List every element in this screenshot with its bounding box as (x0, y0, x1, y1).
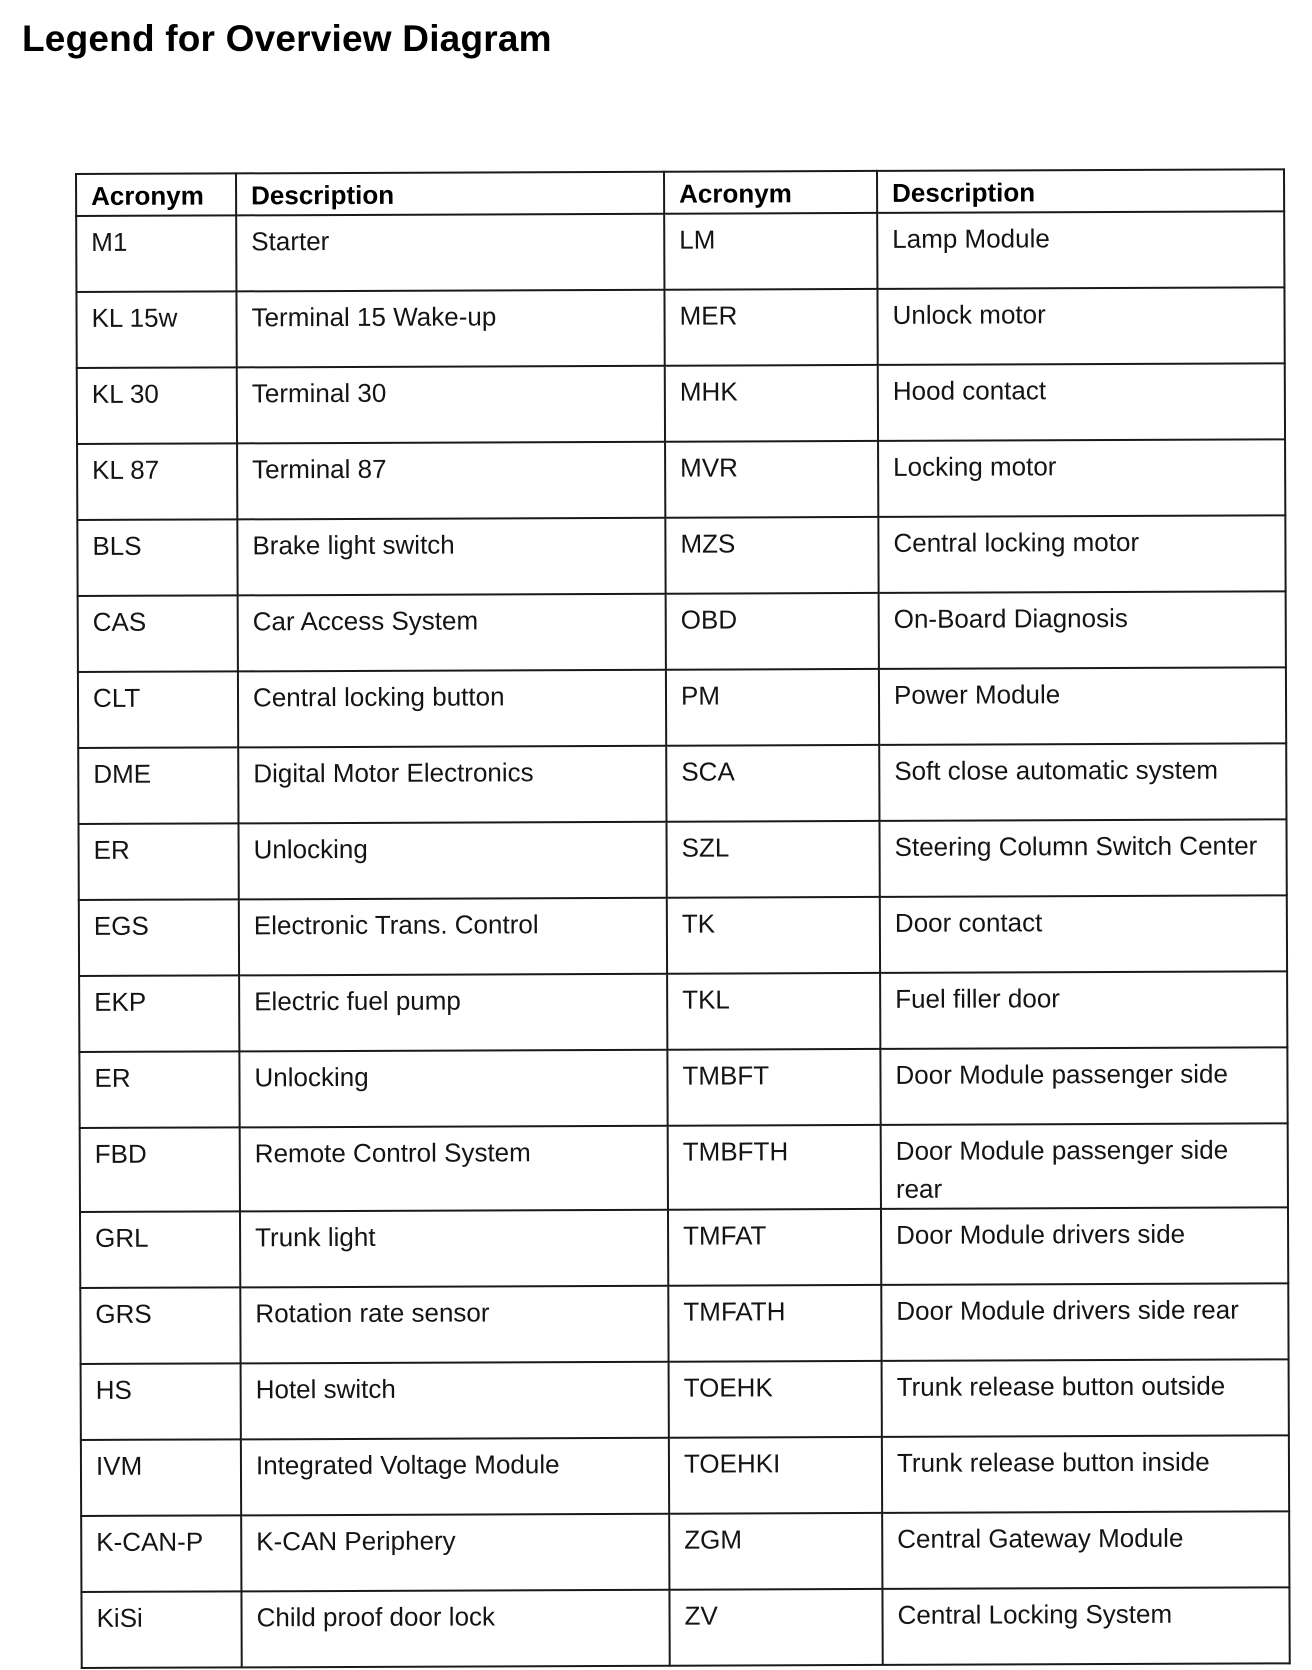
acronym-cell: TK (667, 897, 880, 974)
description-cell: On-Board Diagnosis (879, 591, 1286, 669)
acronym-cell: IVM (81, 1439, 241, 1516)
acronym-cell: ZGM (669, 1513, 882, 1590)
table-header-row (76, 169, 1284, 216)
description-cell: Trunk release button inside (882, 1435, 1289, 1513)
description-cell: Steering Column Switch Center (879, 819, 1286, 897)
description-cell: K-CAN Periphery (241, 1514, 669, 1592)
description-cell: Trunk release button outside (882, 1359, 1289, 1437)
table-row (78, 591, 1286, 672)
description-cell: Integrated Voltage Module (241, 1438, 669, 1516)
description-cell: Unlocking (239, 1050, 667, 1128)
table-row (77, 363, 1285, 444)
acronym-cell: EGS (79, 899, 239, 976)
acronym-cell: EKP (79, 975, 239, 1052)
description-cell: Hood contact (878, 363, 1285, 441)
description-cell: Door contact (880, 895, 1287, 973)
table-row (80, 1123, 1288, 1212)
description-cell: Digital Motor Electronics (238, 746, 666, 824)
description-cell: Locking motor (878, 439, 1285, 517)
description-cell: Child proof door lock (241, 1590, 669, 1668)
description-cell: Unlock motor (877, 287, 1284, 365)
description-header: Description (877, 169, 1284, 213)
table-row (76, 287, 1284, 368)
acronym-cell: MER (664, 289, 877, 366)
acronym-cell: GRS (80, 1287, 240, 1364)
acronym-cell: ER (79, 1051, 239, 1128)
acronym-cell: BLS (77, 519, 237, 596)
description-cell: Starter (236, 214, 664, 292)
description-cell: Hotel switch (241, 1362, 669, 1440)
table-row (78, 743, 1286, 824)
table-row (79, 971, 1287, 1052)
acronym-cell: SCA (666, 745, 879, 822)
description-cell: Trunk light (240, 1210, 668, 1288)
table-row (79, 895, 1287, 976)
acronym-cell: DME (78, 747, 238, 824)
description-cell: Car Access System (238, 594, 666, 672)
table-row (81, 1359, 1289, 1440)
acronym-cell: FBD (80, 1127, 240, 1212)
table-row (78, 667, 1286, 748)
acronym-cell: TMFATH (668, 1285, 881, 1362)
acronym-cell: KiSi (81, 1591, 241, 1668)
acronym-cell: KL 87 (77, 443, 237, 520)
description-cell: Door Module passenger side rear (881, 1123, 1288, 1209)
table-row (76, 211, 1284, 292)
table-row (81, 1511, 1289, 1592)
table-row (78, 819, 1286, 900)
acronym-cell: ER (78, 823, 238, 900)
description-cell: Terminal 15 Wake-up (236, 290, 664, 368)
acronym-cell: TMBFT (667, 1049, 880, 1126)
description-cell: Electric fuel pump (239, 974, 667, 1052)
acronym-cell: OBD (666, 593, 879, 670)
acronym-cell: MHK (665, 365, 878, 442)
acronym-cell: TKL (667, 973, 880, 1050)
acronym-cell: TOEHKI (669, 1437, 882, 1514)
description-cell: Terminal 30 (237, 366, 665, 444)
acronym-cell: MVR (665, 441, 878, 518)
legend-table (75, 168, 1291, 1669)
description-cell: Terminal 87 (237, 442, 665, 520)
legend-body (76, 211, 1290, 1668)
description-cell: Central Gateway Module (882, 1511, 1289, 1589)
table-row (81, 1587, 1289, 1668)
acronym-cell: TMFAT (668, 1209, 881, 1286)
table-row (77, 515, 1285, 596)
description-cell: Brake light switch (237, 518, 665, 596)
description-cell: Remote Control System (240, 1126, 668, 1212)
description-header: Description (236, 172, 664, 216)
acronym-cell: CLT (78, 671, 238, 748)
acronym-header: Acronym (76, 173, 236, 216)
page-title: Legend for Overview Diagram (22, 18, 552, 59)
acronym-cell: LM (664, 213, 877, 290)
description-cell: Lamp Module (877, 211, 1284, 289)
acronym-cell: TOEHK (669, 1361, 882, 1438)
acronym-cell: ZV (669, 1589, 882, 1666)
description-cell: Central locking button (238, 670, 666, 748)
acronym-cell: GRL (80, 1211, 240, 1288)
table-row (80, 1207, 1288, 1288)
description-cell: Power Module (879, 667, 1286, 745)
acronym-cell: M1 (76, 215, 236, 292)
description-cell: Soft close automatic system (879, 743, 1286, 821)
acronym-cell: TMBFTH (668, 1125, 881, 1210)
acronym-cell: PM (666, 669, 879, 746)
acronym-cell: HS (81, 1363, 241, 1440)
acronym-header: Acronym (664, 171, 877, 214)
acronym-cell: KL 15w (76, 291, 236, 368)
description-cell: Door Module passenger side (880, 1047, 1287, 1125)
table-row (79, 1047, 1287, 1128)
table-row (77, 439, 1285, 520)
acronym-cell: MZS (665, 517, 878, 594)
description-cell: Fuel filler door (880, 971, 1287, 1049)
table-row (80, 1283, 1288, 1364)
description-cell: Unlocking (238, 822, 666, 900)
acronym-cell: KL 30 (77, 367, 237, 444)
acronym-cell: CAS (78, 595, 238, 672)
acronym-cell: K-CAN-P (81, 1515, 241, 1592)
description-cell: Central locking motor (878, 515, 1285, 593)
description-cell: Electronic Trans. Control (239, 898, 667, 976)
description-cell: Rotation rate sensor (240, 1286, 668, 1364)
table-row (81, 1435, 1289, 1516)
description-cell: Door Module drivers side (881, 1207, 1288, 1285)
acronym-cell: SZL (666, 821, 879, 898)
description-cell: Door Module drivers side rear (881, 1283, 1288, 1361)
description-cell: Central Locking System (882, 1587, 1289, 1665)
